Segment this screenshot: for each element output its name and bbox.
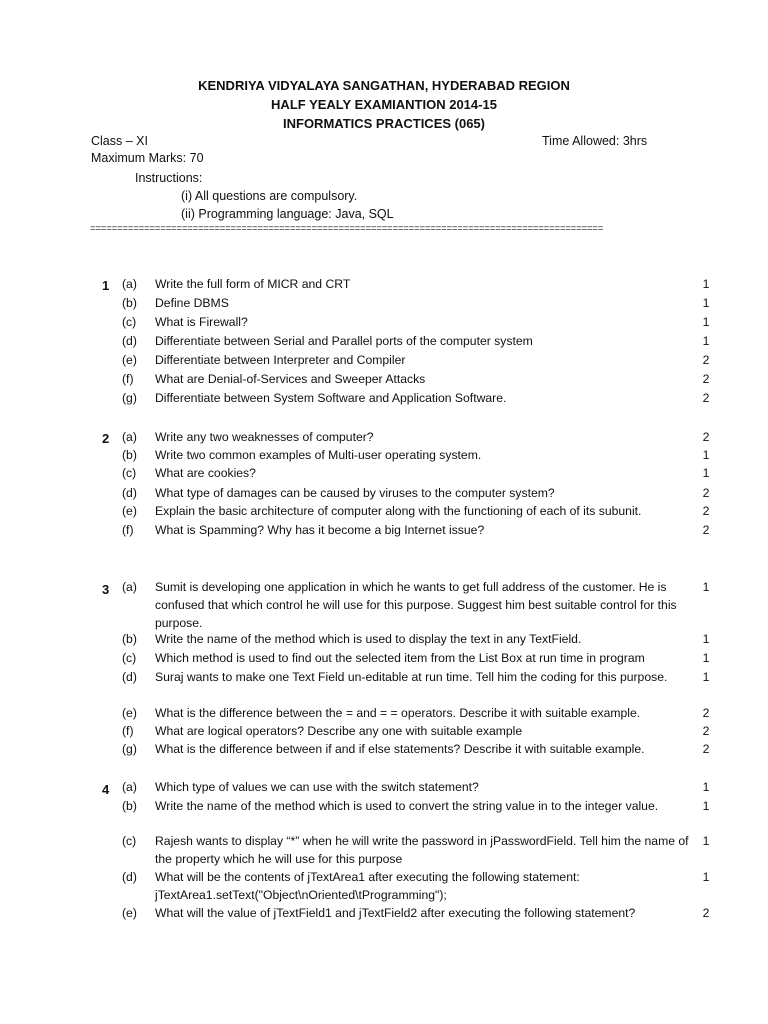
item-label: (a) [122,277,137,291]
item-text: What are logical operators? Describe any one with suitable example [155,724,523,738]
item-text: Write the full form of MICR and CRT [155,277,351,291]
item-marks: 2 [702,430,710,444]
item-label: (f) [122,724,134,738]
item-text: Define DBMS [155,296,229,310]
school-title: KENDRIYA VIDYALAYA SANGATHAN, HYDERABAD REGION [198,78,570,93]
item-label: (b) [122,296,137,310]
item-text: What is the difference between the = and = = operators. Describe it with suitable example. [155,706,641,720]
instruction-item: (i) All questions are compulsory. [181,189,358,203]
item-text: Write any two weaknesses of computer? [155,430,374,444]
time-allowed: Time Allowed: 3hrs [542,134,648,148]
item-text: Rajesh wants to display “*” when he will write the password in jPasswordField. Tell him the name of the property which he will use for this purpose [155,834,689,866]
question-number: 3 [102,582,110,597]
item-marks: 1 [702,870,710,884]
subject-title: INFORMATICS PRACTICES (065) [283,116,485,131]
item-marks: 2 [702,906,710,920]
instructions-title: Instructions: [135,171,203,185]
item-label: (e) [122,353,137,367]
item-text: Sumit is developing one application in which he wants to get full address of the customer. He is confused that which control he will use for this purpose. Suggest him best suitable control for this purpose. [155,580,677,630]
item-marks: 2 [702,504,710,518]
item-text: Write the name of the method which is used to display the text in any TextField. [155,632,582,646]
item-text: Write two common examples of Multi-user operating system. [155,448,482,462]
item-text: What will be the contents of jTextArea1 after executing the following statement: jTextArea1.setText("Object\nOriented\tProgramming"); [155,870,580,902]
item-text: What is Firewall? [155,315,248,329]
item-label: (a) [122,580,137,594]
item-label: (f) [122,523,134,537]
item-label: (e) [122,504,137,518]
item-text: Which method is used to find out the selected item from the List Box at run time in program [155,651,645,665]
item-text: Explain the basic architecture of computer along with the functioning of each of its subunit. [155,504,642,518]
item-text: Differentiate between System Software and Application Software. [155,391,507,405]
item-marks: 1 [702,670,710,684]
item-label: (g) [122,742,137,756]
item-text: Suraj wants to make one Text Field un-editable at run time. Tell him the coding for this purpose. [155,670,668,684]
item-text: What are Denial-of-Services and Sweeper Attacks [155,372,426,386]
item-text: What is the difference between if and if else statements? Describe it with suitable example. [155,742,645,756]
question-number: 1 [102,278,110,293]
item-marks: 2 [702,372,710,386]
item-label: (b) [122,448,137,462]
item-marks: 1 [702,580,710,594]
item-label: (f) [122,372,134,386]
item-marks: 1 [702,651,710,665]
item-marks: 1 [702,466,710,480]
item-marks: 2 [702,353,710,367]
item-marks: 1 [702,448,710,462]
item-label: (d) [122,486,137,500]
item-marks: 1 [702,780,710,794]
question-number: 2 [102,431,110,446]
item-label: (c) [122,466,137,480]
item-marks: 2 [702,523,710,537]
item-label: (b) [122,632,137,646]
class-label: Class – XI [91,134,148,148]
item-label: (d) [122,334,137,348]
item-text: Differentiate between Serial and Parallel ports of the computer system [155,334,533,348]
item-marks: 1 [702,315,710,329]
item-label: (d) [122,670,137,684]
item-label: (c) [122,834,137,848]
item-marks: 1 [702,799,710,813]
item-text: What is Spamming? Why has it become a big Internet issue? [155,523,485,537]
instruction-item: (ii) Programming language: Java, SQL [181,207,394,221]
item-label: (c) [122,651,137,665]
item-marks: 2 [702,486,710,500]
item-label: (a) [122,780,137,794]
item-label: (e) [122,706,137,720]
item-marks: 1 [702,334,710,348]
item-marks: 1 [702,632,710,646]
item-text: Write the name of the method which is used to convert the string value in to the integer value. [155,799,659,813]
item-marks: 1 [702,296,710,310]
item-marks: 2 [702,706,710,720]
item-marks: 1 [702,834,710,848]
item-label: (b) [122,799,137,813]
item-label: (c) [122,315,137,329]
item-marks: 1 [702,277,710,291]
item-label: (e) [122,906,137,920]
exam-title: HALF YEALY EXAMIANTION 2014-15 [271,97,497,112]
item-marks: 2 [702,724,710,738]
item-text: What type of damages can be caused by viruses to the computer system? [155,486,555,500]
separator-line: =============================================================================================== [90,223,604,234]
item-label: (g) [122,391,137,405]
item-text: Differentiate between Interpreter and Compiler [155,353,406,367]
item-text: Which type of values we can use with the switch statement? [155,780,479,794]
maximum-marks: Maximum Marks: 70 [91,151,204,165]
item-text: What are cookies? [155,466,256,480]
item-label: (d) [122,870,137,884]
item-text: What will the value of jTextField1 and jTextField2 after executing the following statement? [155,906,636,920]
question-number: 4 [102,782,110,797]
item-label: (a) [122,430,137,444]
item-marks: 2 [702,742,710,756]
item-marks: 2 [702,391,710,405]
